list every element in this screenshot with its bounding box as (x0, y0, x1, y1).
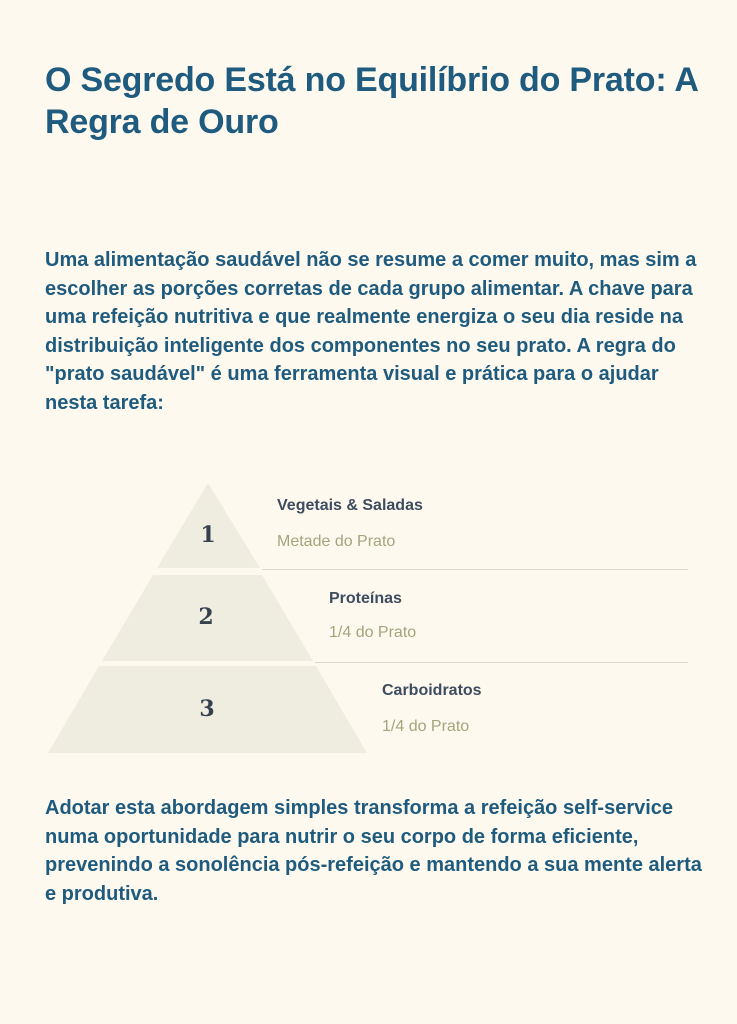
conclusion-paragraph: Adotar esta abordagem simples transforma a refeição self-service numa oportunidade para nutrir o seu corpo de forma eficiente, prevenindo a sonolência pós-refeição e mantendo a sua mente alerta e produtiva. (45, 797, 702, 905)
portion-label-proteinas: 1/4 do Prato (329, 624, 417, 641)
page-title: O Segredo Está no Equilíbrio do Prato: A Regra de Ouro (45, 60, 698, 141)
pyramid-level-1-number: 1 (200, 522, 216, 548)
pyramid-level-3-number: 3 (199, 696, 215, 722)
portion-label-carboidratos: 1/4 do Prato (382, 718, 470, 735)
portion-label-vegetais: Metade do Prato (277, 533, 396, 550)
food-group-label-vegetais: Vegetais & Saladas (277, 497, 423, 514)
food-group-label-proteinas: Proteínas (329, 590, 402, 607)
food-group-label-carboidratos: Carboidratos (382, 682, 482, 699)
row-divider-1 (262, 569, 688, 570)
row-divider-2 (315, 662, 688, 663)
pyramid-level-2-number: 2 (198, 604, 214, 630)
intro-paragraph: Uma alimentação saudável não se resume a comer muito, mas sim a escolher as porções corretas de cada grupo alimentar. A chave para uma refeição nutritiva e que realmente energiza o seu dia reside na distribuição inteligente dos componentes no seu prato. A regra do "prato saudável" é uma ferramenta visual e prática para o ajudar nesta tarefa: (45, 249, 697, 414)
